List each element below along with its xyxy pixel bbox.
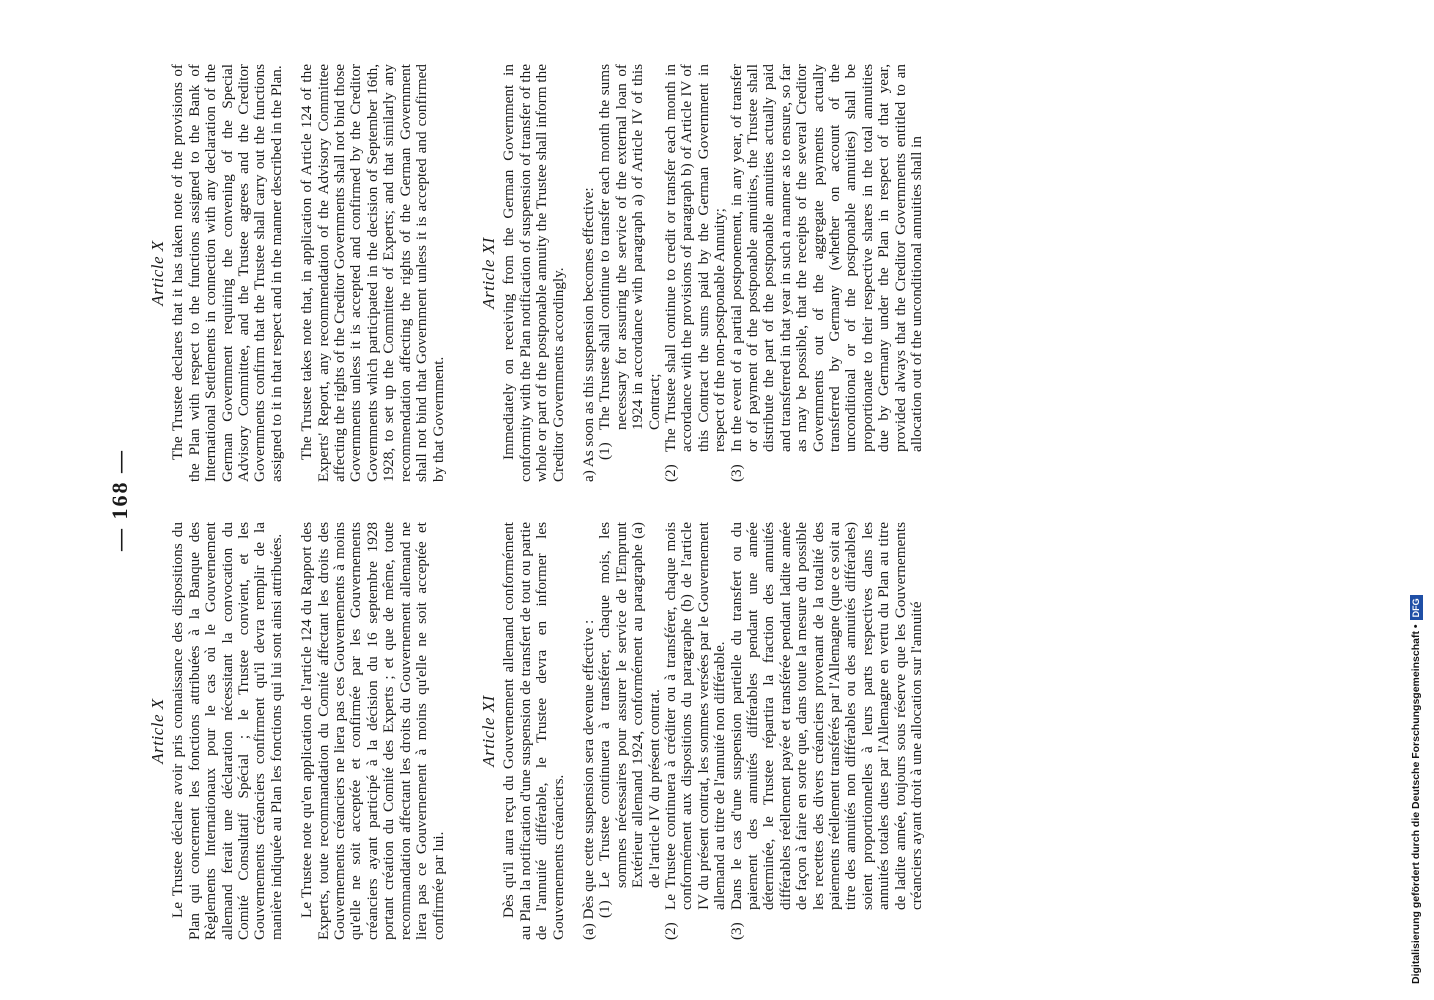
english-article-x-heading: Article X bbox=[148, 240, 167, 306]
french-article-xi-paragraph-1: Dès qu'il aura reçu du Gouvernement allemand conformément au Plan la notification d'une suspension de transfert de tout ou partie de l'annuité différable, le Trustee devra en informer les Gouvernements créanciers. bbox=[500, 522, 567, 940]
french-article-x-heading: Article X bbox=[148, 698, 167, 764]
rotated-document-page bbox=[100, 60, 926, 940]
list-item: (2) The Trustee shall continue to credit or transfer each month in accordance with the provisions of paragraph b) of Article IV of this Contract the sums paid by the German Government in respect of the non-postponable Annuity; bbox=[661, 64, 729, 482]
french-column bbox=[150, 522, 925, 940]
english-article-xi-lead: a) As soon as this suspension becomes effective: bbox=[579, 187, 597, 482]
digitization-text: Digitalisierung gefördert durch die Deutsche Forschungsgemeinschaft • bbox=[1410, 624, 1422, 984]
digitization-credit bbox=[1404, 4, 1428, 984]
french-article-x-paragraph-2: Le Trustee note qu'en application de l'article 124 du Rapport des Experts, toute recommandation du Comité affectant les droits des Gouvernements créanciers ne liera pas ces Gouvernements à moins qu'elle ne soit acceptée et confirmée par les Gouvernements créanciers ayant participé à la décision du 16 septembre 1928 portant création du Comité des Experts ; et que de même, toute recommandation affectant les droits du Gouvernement allemand ne liera pas ce Gouvernement à moins qu'elle ne soit acceptée et confirmée par lui. bbox=[298, 522, 447, 940]
english-article-xi-paragraph-1: Immediately on receiving from the German Government in conformity with the Plan notification of suspension of transfer of the whole or part of the postponable annuity the Trustee shall inform the Creditor Governments accordingly. bbox=[500, 64, 567, 482]
list-item: (3) In the event of a partial postponement, in any year, of transfer or of payment of the postponable annuities, the Trustee shall distribute the part of the postponable annuities actually paid and transferred in that year in such a manner as to ensure, so far as may be possible, that the receipts of the several Creditor Governments out of the aggregate payments actually transferred by Germany (whether on account of the unconditional or of the postponable annuities) shall be proportionate to their respective shares in the total annuities due by Germany under the Plan in respect of that year, provided always that the Creditor Governments entitled to an allocation out of the unconditional annuities shall in bbox=[727, 64, 926, 482]
dfg-logo: DFG bbox=[1410, 595, 1423, 620]
list-item: (3) Dans le cas d'une suspension partielle du transfert ou du paiement des annuités différables pendant une année déterminée, le Trustee répartira la fraction des annuités différables réellement payée et transférée pendant ladite année de façon à faire en sorte que, dans toute la mesure du possible les recettes des divers créanciers provenant de la totalité des paiements réellement transférés par l'Allemagne (que ce soit au titre des annuités non différables ou des annuités différables) soient proportionnelles à leurs parts respectives dans les annuités totales dues par l'Allemagne en vertu du Plan au titre de ladite année, toujours sous réserve que les Gouvernements créanciers ayant droit à une allocation sur l'annuité bbox=[727, 522, 926, 940]
french-article-xi-lead: (a) Dès que cette suspension sera devenue effective : bbox=[579, 619, 597, 940]
english-article-xi-heading: Article XI bbox=[478, 237, 498, 309]
french-article-xi-heading: Article XI bbox=[478, 695, 498, 767]
list-item: (1) Le Trustee continuera à transférer, chaque mois, les sommes nécessaires pour assurer le service de l'Emprunt Extérieur allemand 1924, conformément au paragraphe (a) de l'article IV du présent contrat. bbox=[596, 522, 663, 918]
english-article-x-paragraph-1: The Trustee declares that it has taken note of the provisions of the Plan with respect to the functions assigned to the Bank of International Settlements in connection with any declaration of the German Government requiring the convening of the Special Advisory Committee, and the Trustee agrees and the Creditor Governments confirm that the Trustee shall carry out the functions assigned to it in that respect and in the manner described in the Plan. bbox=[169, 64, 285, 482]
english-article-x-paragraph-2: The Trustee takes note that, in application of Article 124 of the Experts' Report, any recommendation of the Advisory Committee affecting the rights of the Creditor Governments shall not bind those Governments unless it is accepted and confirmed by the Creditor Governments which participated in the decision of September 16th, 1928, to set up the Committee of Experts; and that similarly any recommendation affecting the rights of the German Government shall not bind that Government unless it is accepted and confirmed by that Government. bbox=[298, 64, 447, 482]
english-column bbox=[150, 64, 925, 482]
french-article-x-paragraph-1: Le Trustee déclare avoir pris connaissance des dispositions du Plan qui concernent les fonctions attribuées à la Banque des Règlements Internationaux pour le cas où le Gouvernement allemand ferait une déclaration nécessitant la convocation du Comité Consultatif Spécial ; le Trustee convient, et les Gouvernements créanciers confirment qu'il devra remplir de la manière indiquée au Plan les fonctions qui lui sont ainsi attribuées. bbox=[169, 522, 285, 940]
list-item: (2) Le Trustee continuera à créditer ou à transférer, chaque mois conformément aux dispositions du paragraphe (b) de l'article IV du présent contrat, les sommes versées par le Gouvernement allemand au titre de l'annuité non différable. bbox=[661, 522, 729, 940]
list-item: (1) The Trustee shall continue to transfer each month the sums necessary for assuring the service of the external loan of 1924 in accordance with paragraph a) of Article IV of this Contract; bbox=[596, 64, 663, 460]
page-number: — 168 — bbox=[107, 449, 132, 551]
